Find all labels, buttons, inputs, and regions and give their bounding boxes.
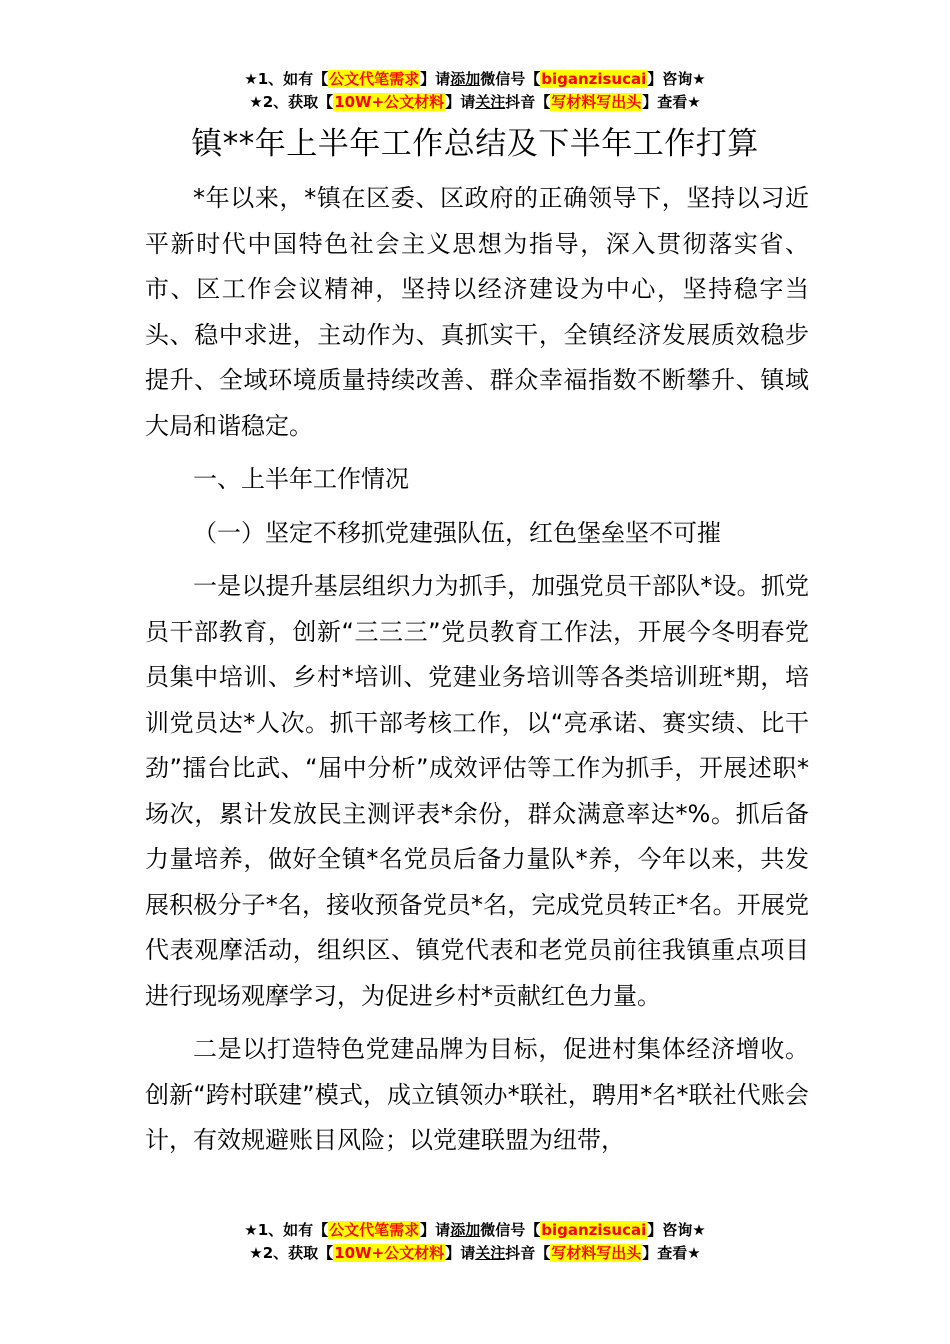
section-heading: 一、上半年工作情况: [193, 465, 409, 493]
wechat-id: biganzisucai: [541, 70, 647, 88]
footer-banner: [0, 1219, 950, 1265]
header-banner: [0, 68, 950, 114]
banner-line-1: ★1、如有【公文代笔需求】请添加微信号【biganzisucai】咨询★: [244, 1221, 706, 1239]
highlight-text: 公文代笔需求: [329, 1221, 420, 1239]
douyin-id: 写材料写出头: [551, 93, 642, 111]
highlight-text: 10W+公文材料: [334, 93, 445, 111]
body-paragraph: 一是以提升基层组织力为抓手，加强党员干部队*设。抓党员干部教育，创新“三三三”党员教育工作法，开展今冬明春党员集中培训、乡村*培训、党建业务培训等各类培训班*期，培训党员达*人次。抓干部考核工作，以“亮承诺、赛实绩、比干劲”擂台比武、“届中分析”成效评估等工作为抓手，开展述职*场次，累计发放民主测评表*余份，群众满意率达*%。抓后备力量培养，做好全镇*名党员后备力量队*养，今年以来，共发展积极分子*名，接收预备党员*名，完成党员转正*名。开展党代表观摩活动，组织区、镇党代表和老党员前往我镇重点项目进行现场观摩学习，为促进乡村*贡献红色力量。: [145, 572, 809, 1010]
banner-line-1: ★1、如有【公文代笔需求】请添加微信号【biganzisucai】咨询★: [244, 70, 706, 88]
document-body: [145, 176, 809, 1164]
body-paragraph: 二是以打造特色党建品牌为目标，促进村集体经济增收。创新“跨村联建”模式，成立镇领办*联社，聘用*名*联社代账会计，有效规避账目风险；以党建联盟为纽带，: [145, 1035, 809, 1154]
subsection-heading: （一）坚定不移抓党建强队伍，红色堡垒坚不可摧: [193, 518, 721, 547]
banner-line-2: ★2、获取【10W+公文材料】请关注抖音【写材料写出头】查看★: [249, 1244, 701, 1262]
douyin-id: 写材料写出头: [551, 1244, 642, 1262]
intro-paragraph: *年以来，*镇在区委、区政府的正确领导下，坚持以习近平新时代中国特色社会主义思想为指导，深入贯彻落实省、市、区工作会议精神，坚持以经济建设为中心，坚持稳字当头、稳中求进，主动作为、真抓实干，全镇经济发展质效稳步提升、全域环境质量持续改善、群众幸福指数不断攀升、镇域大局和谐稳定。: [145, 184, 809, 440]
document-title: 镇**年上半年工作总结及下半年工作打算: [191, 126, 759, 162]
highlight-text: 公文代笔需求: [329, 70, 420, 88]
banner-line-2: ★2、获取【10W+公文材料】请关注抖音【写材料写出头】查看★: [249, 93, 701, 111]
highlight-text: 10W+公文材料: [334, 1244, 445, 1262]
wechat-id: biganzisucai: [541, 1221, 647, 1239]
